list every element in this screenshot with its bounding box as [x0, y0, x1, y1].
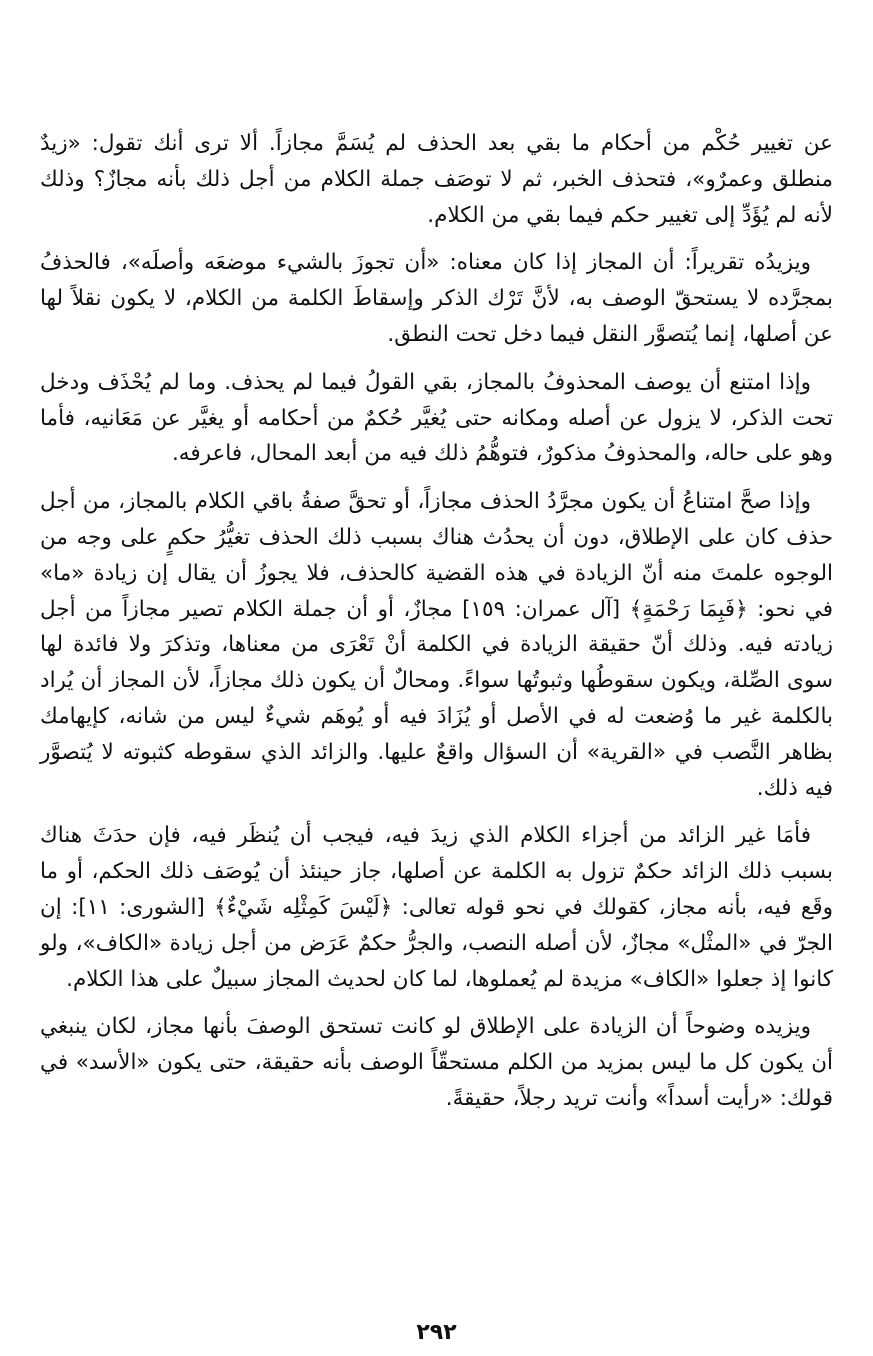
body-text: [40, 126, 833, 1129]
paragraph-6: ويزيده وضوحاً أن الزيادة على الإطلاق لو كانت تستحق الوصفَ بأنها مجاز، لكان ينبغي أن يكون كل ما ليس بمزيد من الكلم مستحقّاً الوصف بأنه حقيقة، حتى يكون «الأسد» في قولك: «رأيت أسداً» وأنت تريد رجلاً، حقيقةً.: [40, 1014, 833, 1111]
paragraph-4: وإذا صحَّ امتناعُ أن يكون مجرَّدُ الحذف مجازاً، أو تحقَّ صفةُ باقي الكلام بالمجاز، من أجل حذف كان على الإطلاق، دون أن يحدُث هناك بسبب ذلك الحذف تغيُّرُ حكمٍ على وجه من الوجوه علمتَ منه أنّ الزيادة في هذه القضية كالحذف، فلا يجوزُ أن يقال إن زيادة «ما» في نحو: ﴿فَبِمَا رَحْمَةٍ﴾ [آل عمران: ١٥٩] مجازٌ، أو أن جملة الكلام تصير مجازاً من أجل زيادته فيه. وذلك أنّ حقيقة الزيادة في الكلمة أنْ تَعْرَى من معناها، وتذكرَ ولا فائدة لها سوى الصِّلة، ويكون سقوطُها وثبوتُها سواءً. ومحالٌ أن يكون ذلك مجازاً، لأن المجاز أن يُراد بالكلمة غير ما وُضعت له في الأصل أو يُزَادَ فيه أو يُوهَم شيءٌ ليس من شانه، كإيهامك بظاهر النَّصب في «القرية» أن السؤال واقعٌ عليها. والزائد الذي سقوطه كثبوته لا يُتصوَّر فيه ذلك.: [40, 489, 833, 801]
paragraph-2: ويزيدُه تقريراً: أن المجاز إذا كان معناه: «أن تجوزَ بالشيء موضعَه وأصلَه»، فالحذفُ بمجرَّده لا يستحقّ الوصف به، لأنَّ تَرْك الذكر وإسقاطَ الكلمة من الكلام، لا يكون نقلاً لها عن أصلها، إنما يُتصوَّر النقل فيما دخل تحت النطق.: [40, 250, 833, 347]
paragraph-3: وإذا امتنع أن يوصف المحذوفُ بالمجاز، بقي القولُ فيما لم يحذف. وما لم يُحْذَف ودخل تحت الذكر، لا يزول عن أصله ومكانه حتى يُغيَّر حُكمٌ من أحكامه أو يغيَّر عن مَعَانيه، فأما وهو على حاله، والمحذوفُ مذكورٌ، فتوهُّمُ ذلك فيه من أبعد المحال، فاعرفه.: [40, 369, 833, 467]
paragraph-5: فأمَا غير الزائد من أجزاء الكلام الذي زيدَ فيه، فيجب أن يُنظَر فيه، فإن حدَثَ هناك بسبب ذلك الزائد حكمٌ تزول به الكلمة عن أصلها، جاز حينئذ أن يُوصَف ذلك الحكم، أو ما وقَع فيه، بأنه مجاز، كقولك في نحو قوله تعالى: ﴿لَيْسَ كَمِثْلِه شَيْءٌ﴾ [الشورى: ١١]: إن الجرّ في «المثْل» مجازٌ، لأن أصله النصب، والجرُّ حكمٌ عَرَض من أجل زيادة «الكاف»، ولو كانوا إذ جعلوا «الكاف» مزيدة لم يُعملوها، لما كان لحديث المجاز سبيلٌ على هذا الكلام.: [40, 823, 833, 992]
paragraph-1: عن تغيير حُكْم من أحكام ما بقي بعد الحذف لم يُسَمَّ مجازاً. ألا ترى أنك تقول: «زيدٌ منطلق وعمرٌو»، فتحذف الخبر، ثم لا توصَف جملة الكلام من أجل ذلك بأنه مجازٌ؟ وذلك لأنه لم يُؤَدِّ إلى تغيير حكم فيما بقي من الكلام.: [40, 131, 833, 228]
page-number: ٢٩٢: [416, 1320, 457, 1345]
